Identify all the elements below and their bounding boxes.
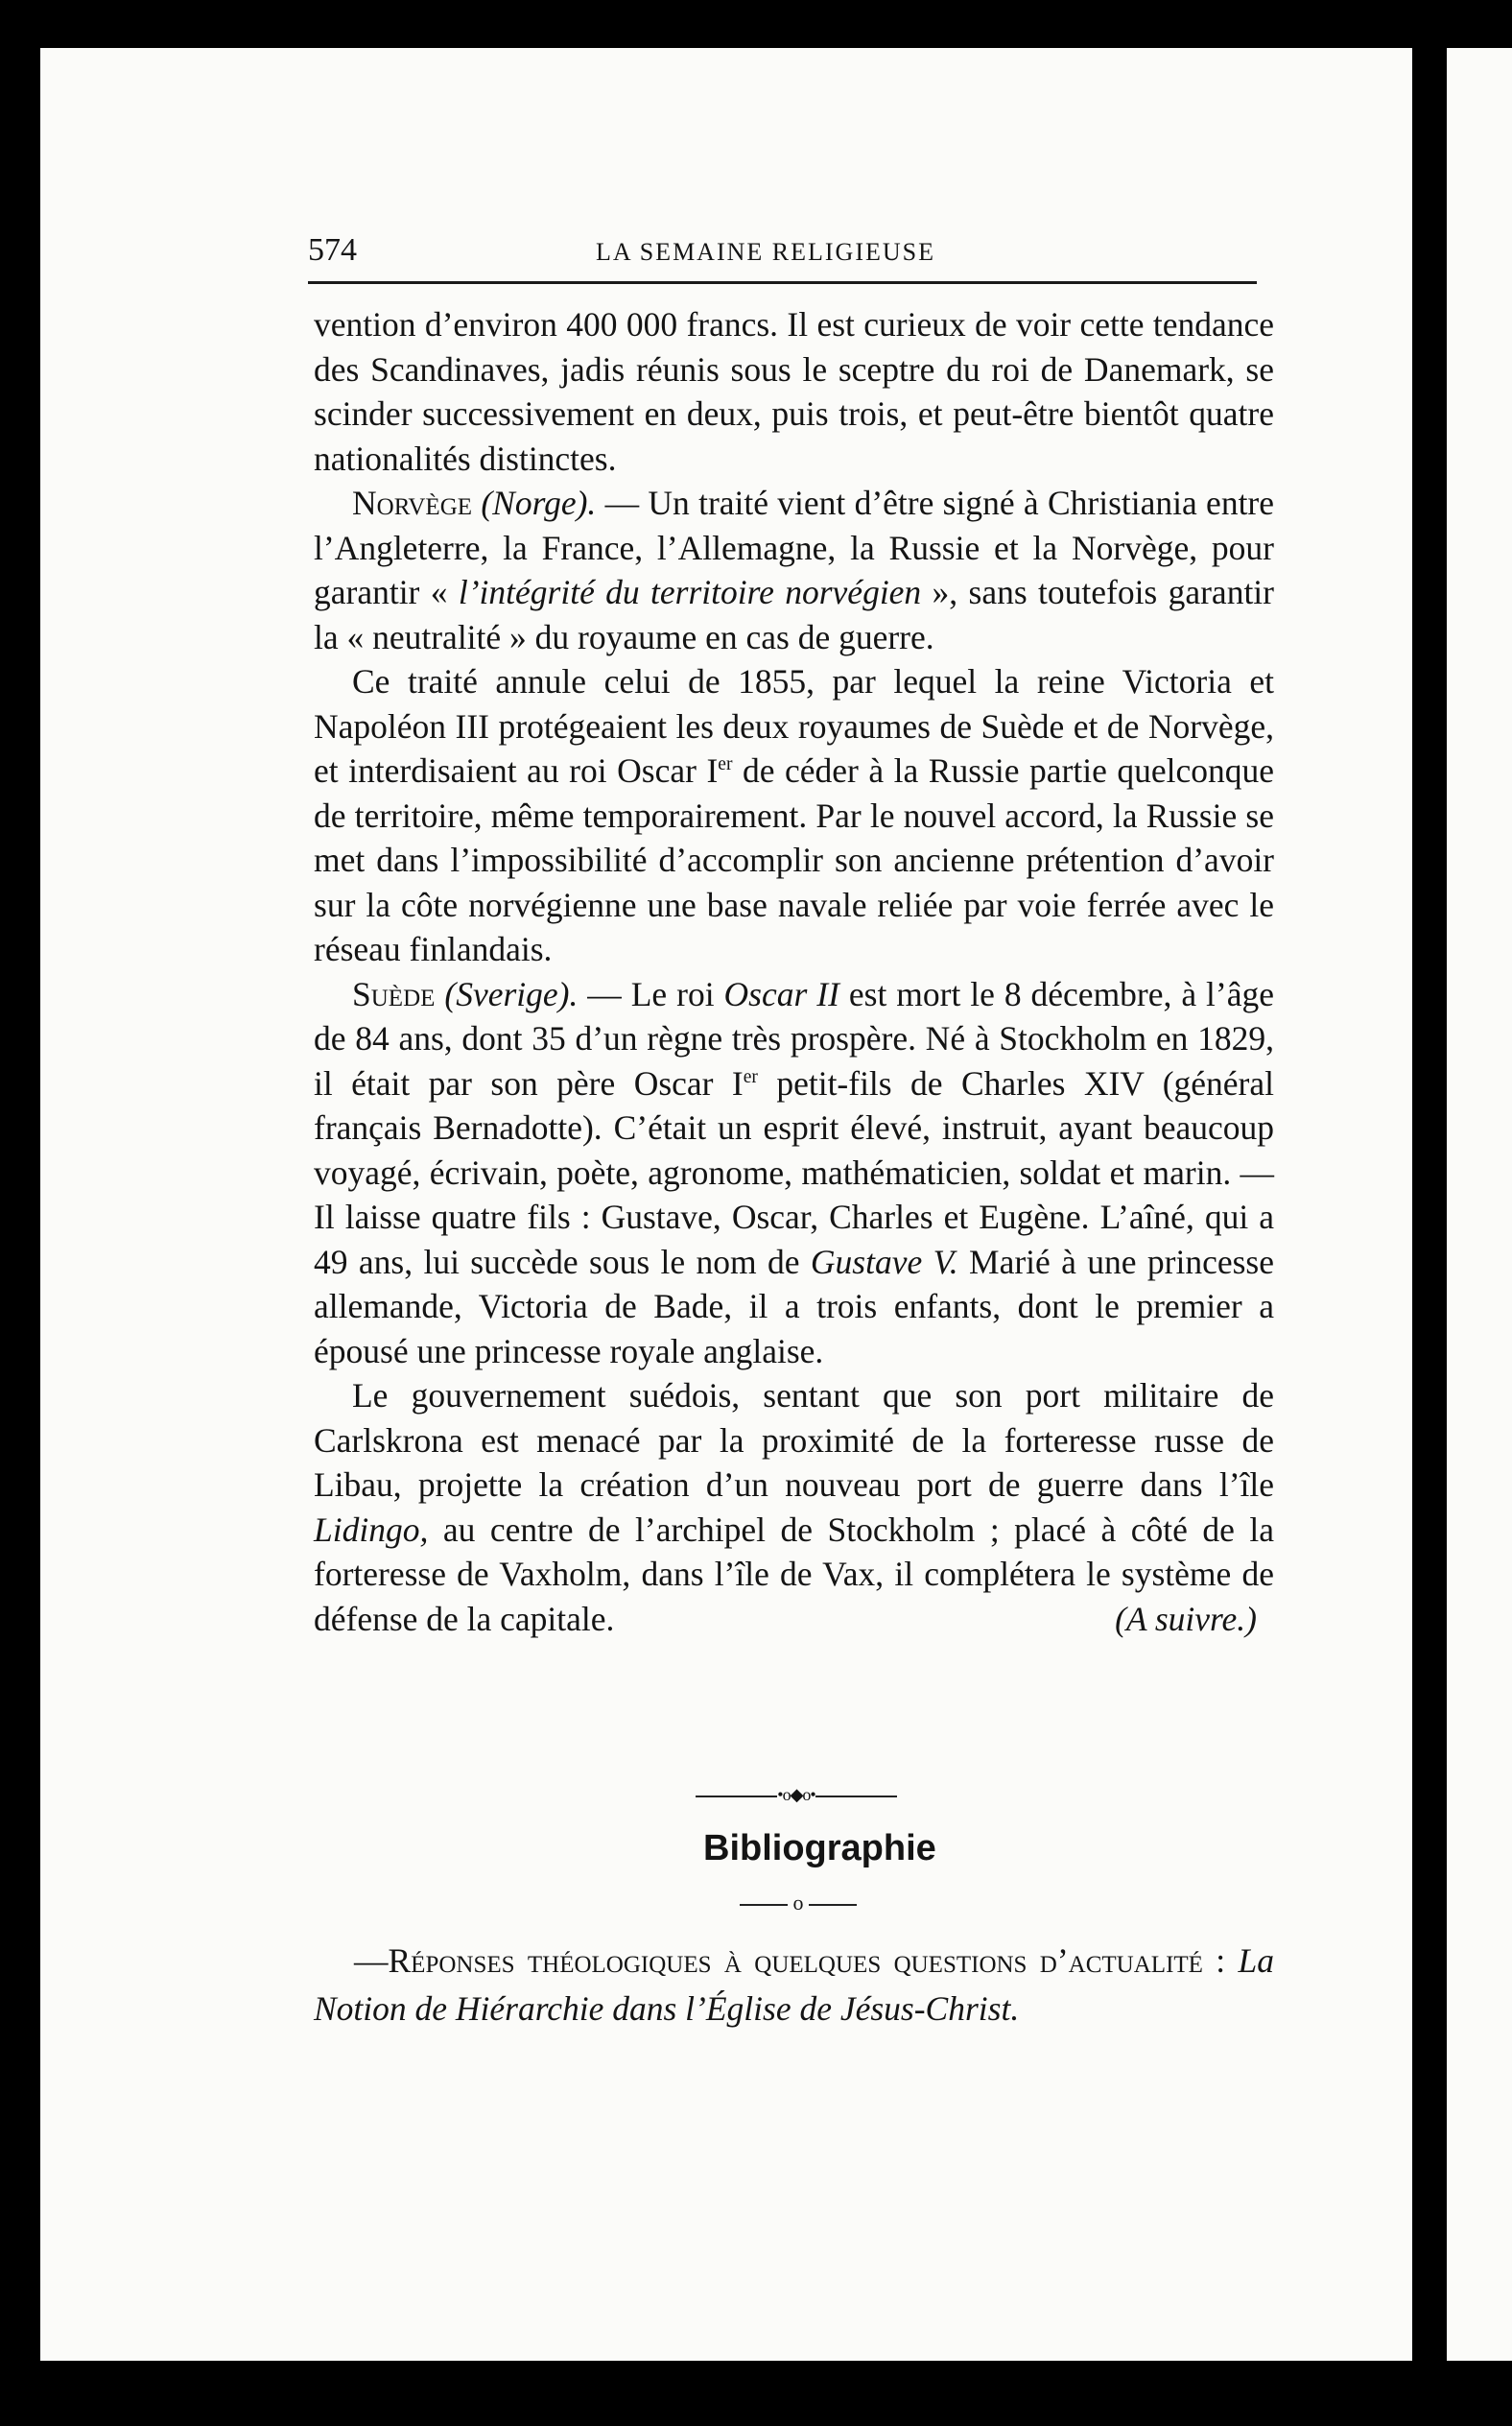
bibliography-paragraph bbox=[314, 1937, 1274, 2033]
paragraph-text: vention d’environ 400 000 francs. Il est curieux de voir cette tendance des Scandinaves, jadis réunis sous le sceptre du roi de Danemark, se scinder successivement en deux, puis trois, et peut-être bientôt quatre nationalités distinctes. bbox=[314, 305, 1274, 478]
place-name: Lidingo, bbox=[314, 1510, 429, 1549]
ornament-line bbox=[815, 1796, 897, 1797]
paragraph-text: au centre de l’archipel de Stockholm ; placé à côté de la forteresse de Vaxholm, dans l’île de Vax, il complétera le système de défense de la capitale. bbox=[314, 1510, 1274, 1638]
section-heading-sweden: Suède bbox=[352, 974, 436, 1013]
heading-native-name: (Sverige). bbox=[444, 974, 579, 1013]
paragraph-text: », sans toutefois garantir la « neutralité » du royaume en cas de guerre. bbox=[314, 573, 1274, 656]
bibliography-lead: —Réponses théologiques à quelques questions d’actualité : bbox=[354, 1941, 1226, 1980]
paragraph-treaty bbox=[314, 659, 1274, 972]
paragraph-text: — Le roi bbox=[578, 974, 724, 1013]
paragraph-norway bbox=[314, 481, 1274, 659]
separator-glyph: o bbox=[792, 1891, 804, 1915]
book-title: La Notion de Hiérarchie dans l’Église de Jésus-Christ. bbox=[314, 1941, 1275, 2028]
ornament-glyph: •o◆o• bbox=[777, 1785, 815, 1804]
small-separator bbox=[731, 1891, 865, 1915]
ornament-line bbox=[696, 1796, 777, 1797]
paragraph-text: de céder à la Russie partie quelconque de territoire, même temporairement. Par le nouvel accord, la Russie se met dans l’impossibilité d’accomplir son ancienne prétention d’avoir sur la côte norvégienne une base navale reliée par voie ferrée avec le réseau finlandais. bbox=[314, 751, 1274, 968]
article-body bbox=[314, 302, 1274, 1641]
paragraph-navy bbox=[314, 1373, 1274, 1641]
quote-text: l’intégrité du territoire norvégien bbox=[458, 573, 922, 611]
header-rule bbox=[308, 281, 1257, 284]
page-header bbox=[308, 228, 1257, 276]
to-be-continued: (A suivre.) bbox=[1115, 1599, 1257, 1638]
paragraph-text: Marié à une princesse allemande, Victoria de Bade, il a trois enfants, dont le premier a épousé une princesse royale anglaise. bbox=[314, 1242, 1275, 1370]
paragraph-text: petit-fils de Charles XIV (général français Bernadotte). C’était un esprit élevé, instruit, ayant beaucoup voyagé, écrivain, poète, agronome, mathématicien, soldat et marin. — Il laisse quatre fils : Gustave, Oscar, Charles et Eugène. L’aîné, qui a 49 ans, lui succède sous le nom de bbox=[314, 1063, 1274, 1281]
superscript: er bbox=[743, 1066, 758, 1087]
section-heading-norway: Norvège bbox=[352, 484, 473, 522]
section-ornament bbox=[681, 1785, 911, 1805]
page-number: 574 bbox=[308, 232, 357, 268]
paragraph-text: Le gouvernement suédois, sentant que son port militaire de Carlskrona est menacé par la proximité de la forteresse russe de Libau, projette la création d’un nouveau port de guerre dans l’île bbox=[314, 1376, 1274, 1504]
heading-native-name: (Norge). bbox=[481, 484, 597, 522]
paragraph-text: — Un traité vient d’être signé à Christiania entre l’Angleterre, la France, l’Allemagne, la Russie et la Norvège, pour garantir « bbox=[314, 484, 1275, 611]
king-name: Oscar II bbox=[723, 974, 839, 1013]
paragraph-sweden bbox=[314, 972, 1274, 1374]
section-title: Bibliographie bbox=[703, 1828, 936, 1868]
superscript: er bbox=[718, 754, 733, 775]
bibliography-entry bbox=[314, 1937, 1274, 2033]
separator-line bbox=[809, 1904, 857, 1906]
paragraph-continuation bbox=[314, 302, 1274, 481]
separator-line bbox=[740, 1904, 788, 1906]
successor-name: Gustave V. bbox=[810, 1242, 958, 1281]
next-page-edge bbox=[1447, 48, 1512, 2361]
running-head: LA SEMAINE RELIGIEUSE bbox=[596, 238, 935, 266]
paragraph-text: Ce traité annule celui de 1855, par lequel la reine Victoria et Napoléon III protégeaient les deux royaumes de Suède et de Norvège, et interdisaient au roi Oscar I bbox=[314, 662, 1274, 790]
paragraph-text: est mort le 8 décembre, à l’âge de 84 ans, dont 35 d’un règne très prospère. Né à Stockholm en 1829, il était par son père Oscar I bbox=[314, 974, 1274, 1103]
